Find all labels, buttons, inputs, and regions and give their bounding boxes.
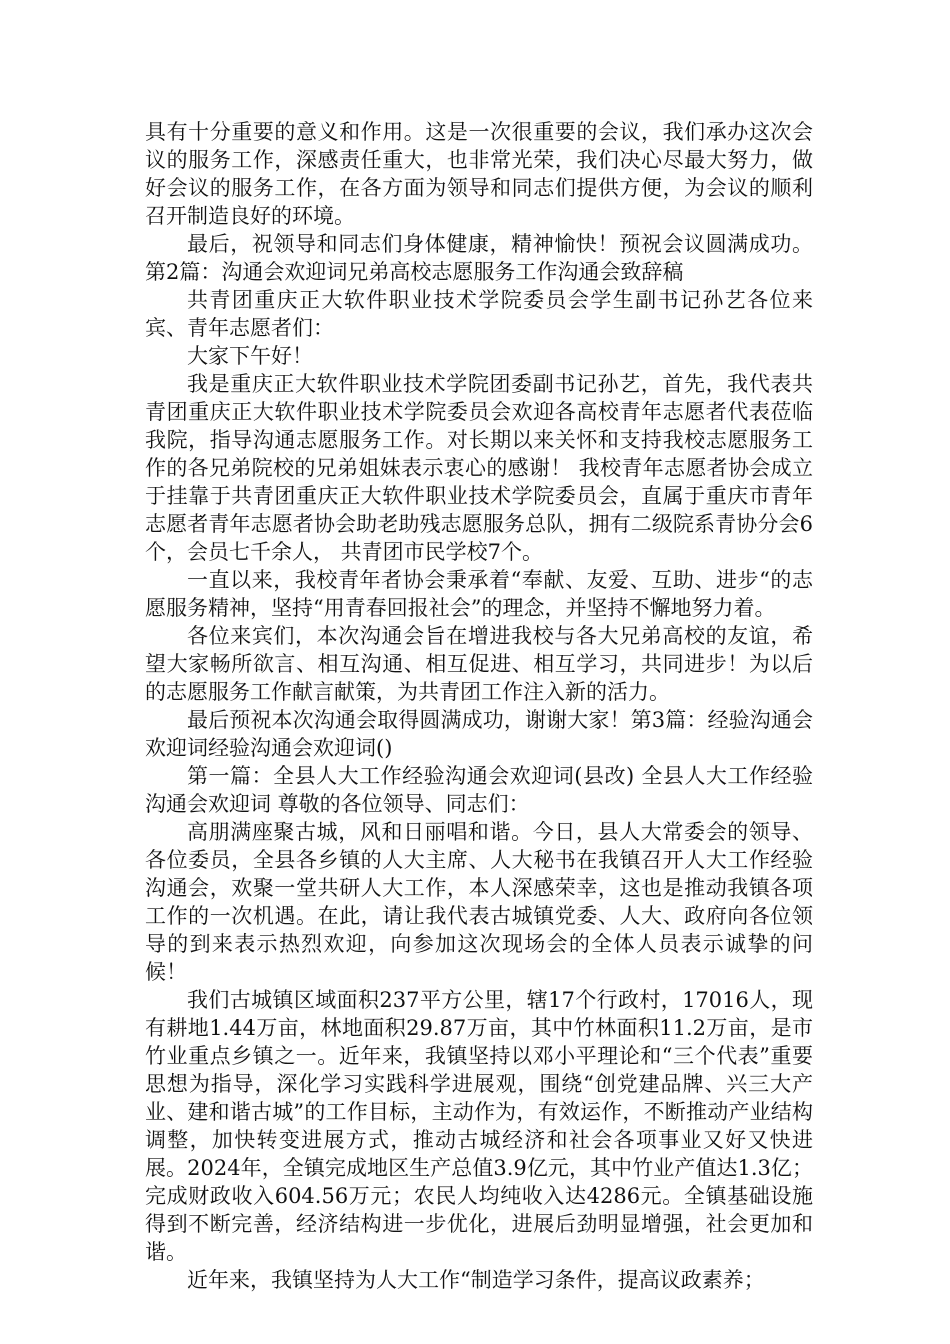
paragraph-8: 最后预祝本次沟通会取得圆满成功，谢谢大家！第3篇：经验沟通会欢迎词经验沟通会欢迎词() — [145, 708, 813, 760]
paragraph-5: 我是重庆正大软件职业技术学院团委副书记孙艺，首先，我代表共青团重庆正大软件职业技术学院委员会欢迎各高校青年志愿者代表莅临我院，指导沟通志愿服务工作。对长期以来关怀和支持我校志愿服务工作的各兄弟院校的兄弟姐妹表示衷心的感谢！ 我校青年志愿者协会成立于挂靠于共青团重庆正大软件职业技术学院委员会，直属于重庆市青年志愿者青年志愿者协会助老助残志愿服务总队，拥有二级院系青协分会6个，会员七千余人， 共青团市民学校7个。 — [145, 372, 813, 564]
paragraph-3: 共青团重庆正大软件职业技术学院委员会学生副书记孙艺各位来宾、青年志愿者们： — [145, 288, 813, 340]
paragraph-11: 我们古城镇区域面积237平方公里，辖17个行政村，17016人，现有耕地1.44万亩，林地面积29.87万亩，其中竹林面积11.2万亩，是市竹业重点乡镇之一。近年来，我镇坚持以邓小平理论和“三个代表”重要思想为指导，深化学习实践科学进展观，围绕“创党建品牌、兴三大产业、建和谐古城”的工作目标，主动作为，有效运作，不断推动产业结构调整，加快转变进展方式，推动古城经济和社会各项事业又好又快进展。2024年，全镇完成地区生产总值3.9亿元，其中竹业产值达1.3亿；完成财政收入604.56万元；农民人均纯收入达4286元。全镇基础设施得到不断完善，经济结构进一步优化，进展后劲明显增强，社会更加和谐。 — [145, 988, 813, 1264]
paragraph-7: 各位来宾们，本次沟通会旨在增进我校与各大兄弟高校的友谊，希望大家畅所欲言、相互沟通、相互促进、相互学习，共同进步！为以后的志愿服务工作献言献策，为共青团工作注入新的活力。 — [145, 624, 813, 704]
paragraph-9: 第一篇：全县人大工作经验沟通会欢迎词(县改) 全县人大工作经验沟通会欢迎词 尊敬的各位领导、同志们： — [145, 764, 813, 816]
paragraph-10: 高朋满座聚古城，风和日丽唱和谐。今日，县人大常委会的领导、各位委员，全县各乡镇的人大主席、人大秘书在我镇召开人大工作经验沟通会，欢聚一堂共研人大工作，本人深感荣幸，这也是推动我镇各项工作的一次机遇。在此，请让我代表古城镇党委、人大、政府向各位领导的到来表示热烈欢迎，向参加这次现场会的全体人员表示诚挚的问候！ — [145, 820, 813, 984]
paragraph-12: 近年来，我镇坚持为人大工作“制造学习条件，提高议政素养； — [187, 1268, 765, 1292]
document-body — [145, 118, 813, 1294]
paragraph-1: 具有十分重要的意义和作用。这是一次很重要的会议，我们承办这次会议的服务工作，深感责任重大，也非常光荣，我们决心尽最大努力，做好会议的服务工作，在各方面为领导和同志们提供方便，为会议的顺利召开制造良好的环境。 — [145, 120, 813, 228]
paragraph-6: 一直以来，我校青年者协会秉承着“奉献、友爱、互助、进步“的志愿服务精神，坚持“用青春回报社会”的理念，并坚持不懈地努力着。 — [145, 568, 813, 620]
paragraph-2: 最后，祝领导和同志们身体健康，精神愉快！预祝会议圆满成功。第2篇：沟通会欢迎词兄弟高校志愿服务工作沟通会致辞稿 — [145, 232, 813, 284]
paragraph-4: 大家下午好！ — [187, 344, 313, 368]
